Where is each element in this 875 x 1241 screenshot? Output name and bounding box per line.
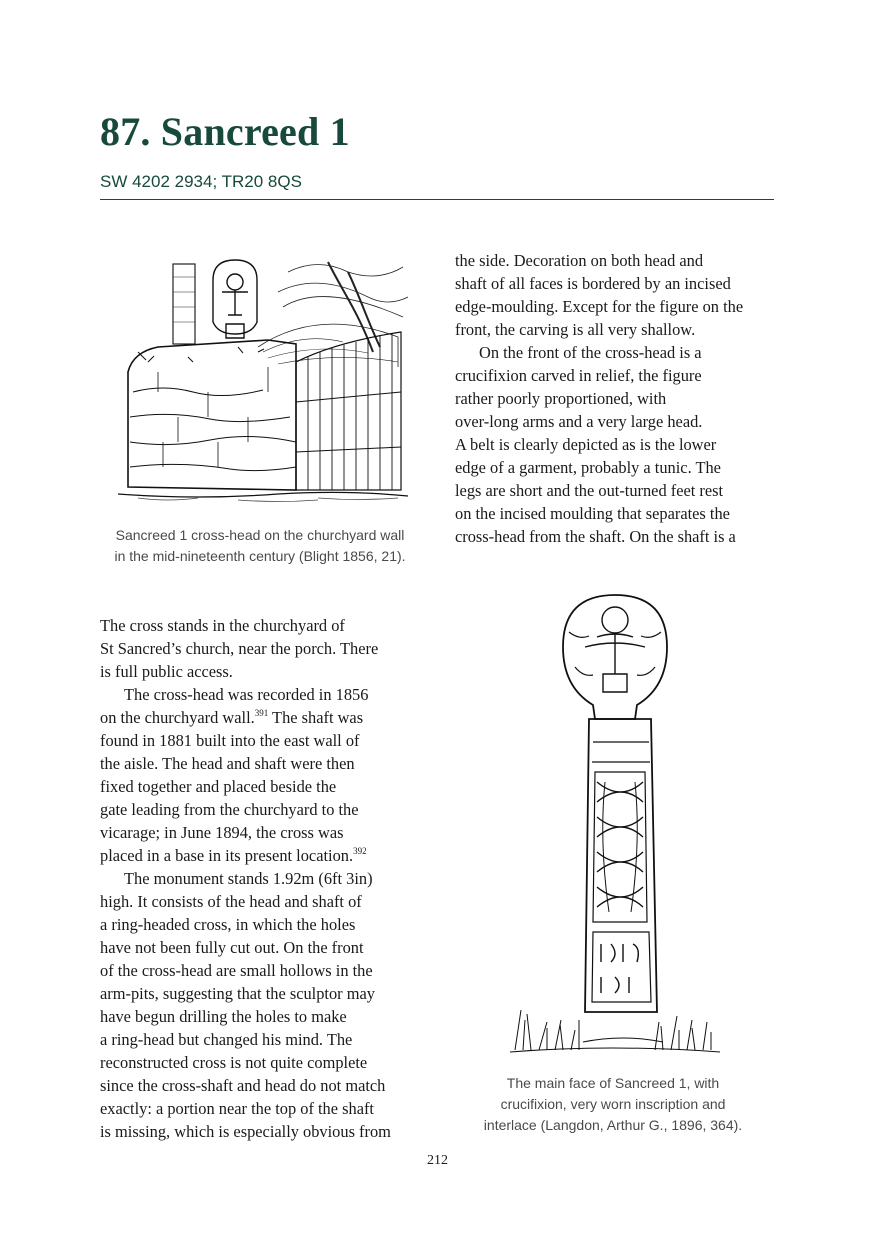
figure-2-caption [462,1073,764,1136]
text-line: St Sancred’s church, near the porch. There [100,639,379,658]
grid-reference: SW 4202 2934; TR20 8QS [100,172,302,191]
left-column-text [100,614,391,1143]
page-number: 212 [427,1153,448,1168]
caption-line: interlace (Langdon, Arthur G., 1896, 364). [483,1117,743,1133]
text-line: have begun drilling the holes to make [100,1007,347,1026]
text-fragment: placed in a base in its present location. [100,846,354,865]
text-line: is full public access. [100,662,233,681]
text-line: crucifixion carved in relief, the figure [455,366,702,385]
text-line: vicarage; in June 1894, the cross was [100,823,344,842]
text-fragment: on the churchyard wall. [100,708,255,727]
text-fragment: The shaft was [268,708,364,727]
text-line: the aisle. The head and shaft were then [100,754,355,773]
text-line: front, the carving is all very shallow. [455,320,696,339]
figure-1-caption [100,525,420,567]
footnote-ref-392[interactable]: 392 [353,845,367,856]
right-column-text [455,249,743,548]
footnote-ref-391[interactable]: 391 [254,707,269,718]
drawing-sancreed-cross [505,592,725,1060]
text-line: exactly: a portion near the top of the shaft [100,1099,374,1118]
text-line: shaft of all faces is bordered by an incised [455,274,731,293]
text-line: over-long arms and a very large head. [455,412,703,431]
text-line: gate leading from the churchyard to the [100,800,359,819]
text-line: of the cross-head are small hollows in the [100,961,373,980]
caption-line: Sancreed 1 cross-head on the churchyard wall [115,527,405,543]
text-line: reconstructed cross is not quite complete [100,1053,368,1072]
text-line: is missing, which is especially obvious from [100,1122,391,1141]
entry-title: 87. Sancreed 1 [100,109,350,154]
text-line: since the cross-shaft and head do not match [100,1076,386,1095]
engraving-cross-head-on-wall [118,252,408,510]
caption-line: The main face of Sancreed 1, with [506,1075,720,1091]
text-line: edge of a garment, probably a tunic. The [455,458,721,477]
text-line: arm-pits, suggesting that the sculptor may [100,984,375,1003]
text-line: rather poorly proportioned, with [455,389,667,408]
text-line: edge-moulding. Except for the figure on the [455,297,744,316]
text-line: The monument stands 1.92m (6ft 3in) [124,869,373,888]
text-line [100,844,391,867]
text-line: a ring-head but changed his mind. The [100,1030,353,1049]
caption-line: in the mid-nineteenth century (Blight 1856, 21). [114,548,406,564]
caption-line: crucifixion, very worn inscription and [500,1096,726,1112]
text-line: have not been fully cut out. On the front [100,938,364,957]
text-line [100,706,391,729]
text-line: found in 1881 built into the east wall of [100,731,360,750]
text-line: legs are short and the out-turned feet rest [455,481,724,500]
text-line: cross-head from the shaft. On the shaft is a [455,527,736,546]
text-line: The cross-head was recorded in 1856 [124,685,369,704]
text-line: on the incised moulding that separates the [455,504,730,523]
text-line: a ring-headed cross, in which the holes [100,915,356,934]
text-line: A belt is clearly depicted as is the lower [455,435,717,454]
title-rule [100,199,774,200]
text-line: On the front of the cross-head is a [479,343,702,362]
text-line: the side. Decoration on both head and [455,251,704,270]
text-line: fixed together and placed beside the [100,777,337,796]
text-line: high. It consists of the head and shaft of [100,892,362,911]
text-line: The cross stands in the churchyard of [100,616,345,635]
